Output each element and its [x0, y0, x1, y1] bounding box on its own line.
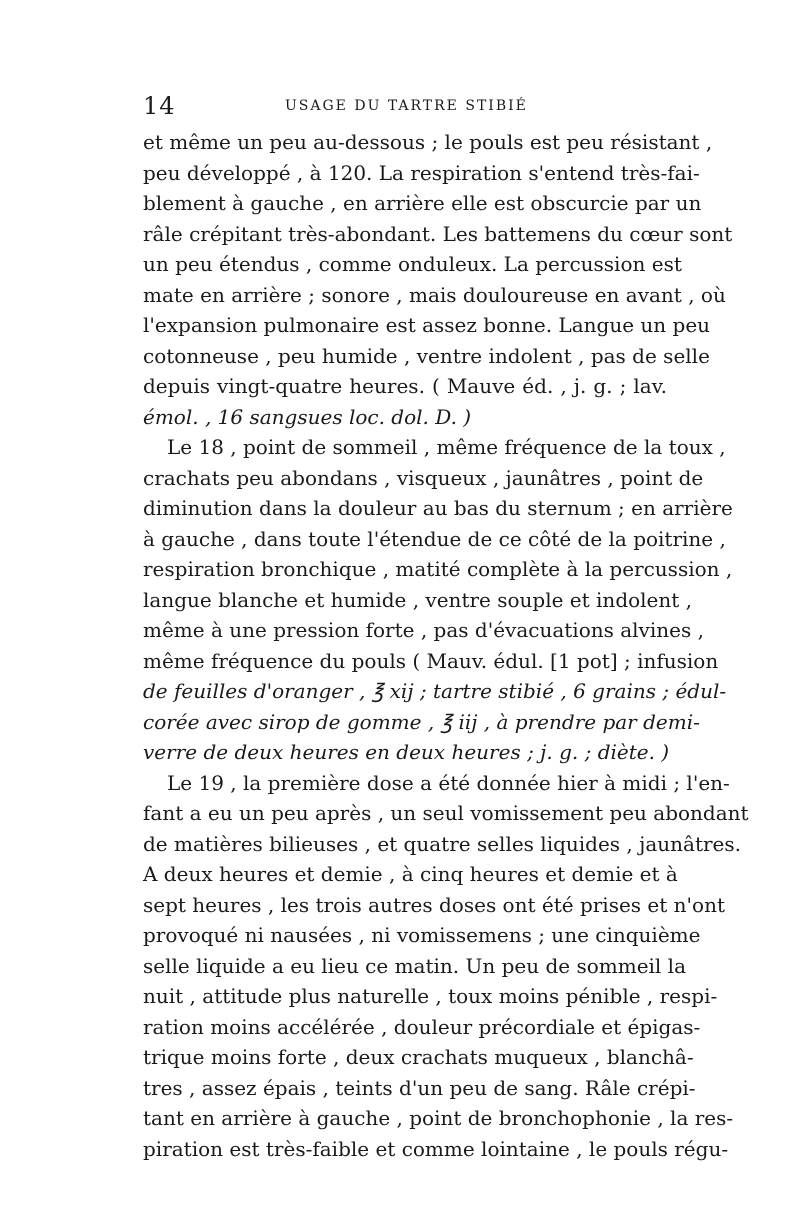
running-title: USAGE DU TARTRE STIBIÉ — [285, 98, 528, 114]
text-line: et même un peu au-dessous ; le pouls est peu résistant , — [143, 130, 713, 154]
text-line: diminution dans la douleur au bas du sternum ; en arrière — [143, 496, 733, 520]
text-line: même fréquence du pouls ( Mauv. édul. [1 pot] ; infusion — [143, 648, 719, 673]
text-line: râle crépitant très-abondant. Les battemens du cœur sont — [143, 221, 733, 246]
text-line: cotonneuse , peu humide , ventre indolent , pas de selle — [143, 343, 710, 368]
text-line: piration est très-faible et comme lointaine , le pouls régu- — [143, 1136, 729, 1161]
text-line: corée avec sirop de gomme , ℥ iij , à prendre par demi- — [143, 709, 700, 734]
text-line: Le 19 , la première dose a été donnée hier à midi ; l'en- — [167, 770, 730, 795]
text-line: respiration bronchique , matité complète à la percussion , — [143, 557, 733, 581]
text-line: de feuilles d'oranger , ℥ xij ; tartre stibié , 6 grains ; édul- — [143, 679, 727, 703]
text-line: trique moins forte , deux crachats muqueux , blanchâ- — [143, 1045, 694, 1069]
text-line: tant en arrière à gauche , point de bronchophonie , la res- — [143, 1106, 734, 1130]
text-line: sept heures , les trois autres doses ont été prises et n'ont — [143, 892, 725, 917]
text-line: verre de deux heures en deux heures ; j. g. ; diète. ) — [143, 740, 670, 764]
text-line: émol. , 16 sangsues loc. dol. D. ) — [143, 404, 472, 429]
page-number: 14 — [143, 92, 176, 120]
text-line: même à une pression forte , pas d'évacuations alvines , — [143, 618, 704, 642]
text-line: A deux heures et demie , à cinq heures et demie et à — [143, 862, 678, 886]
text-line: l'expansion pulmonaire est assez bonne. Langue un peu — [143, 313, 711, 337]
text-line: un peu étendus , comme onduleux. La percussion est — [143, 252, 682, 276]
text-line: à gauche , dans toute l'étendue de ce côté de la poitrine , — [143, 526, 726, 551]
text-line: fant a eu un peu après , un seul vomissement peu abondant — [143, 801, 749, 825]
text-line: ration moins accélérée , douleur précordiale et épigas- — [143, 1014, 701, 1039]
text-line: de matières bilieuses , et quatre selles liquides , jaunâtres. — [143, 831, 742, 856]
text-line: blement à gauche , en arrière elle est obscurcie par un — [143, 191, 702, 215]
page-header — [143, 92, 663, 122]
text-line: selle liquide a eu lieu ce matin. Un peu de sommeil la — [143, 953, 686, 978]
text-line: provoqué ni nausées , ni vomissemens ; une cinquième — [143, 923, 701, 947]
text-line: depuis vingt-quatre heures. ( Mauve éd. , j. g. ; lav. — [143, 374, 667, 398]
text-line: tres , assez épais , teints d'un peu de sang. Râle crépi- — [143, 1075, 696, 1100]
body-text — [143, 127, 749, 1164]
text-line: nuit , attitude plus naturelle , toux moins pénible , respi- — [143, 984, 718, 1008]
text-line: langue blanche et humide , ventre souple et indolent , — [143, 587, 693, 612]
text-line: crachats peu abondans , visqueux , jaunâtres , point de — [143, 465, 704, 490]
text-line: mate en arrière ; sonore , mais douloureuse en avant , où — [143, 282, 726, 307]
text-line: Le 18 , point de sommeil , même fréquence de la toux , — [167, 435, 726, 459]
text-line: peu développé , à 120. La respiration s'entend très-fai- — [143, 160, 700, 185]
